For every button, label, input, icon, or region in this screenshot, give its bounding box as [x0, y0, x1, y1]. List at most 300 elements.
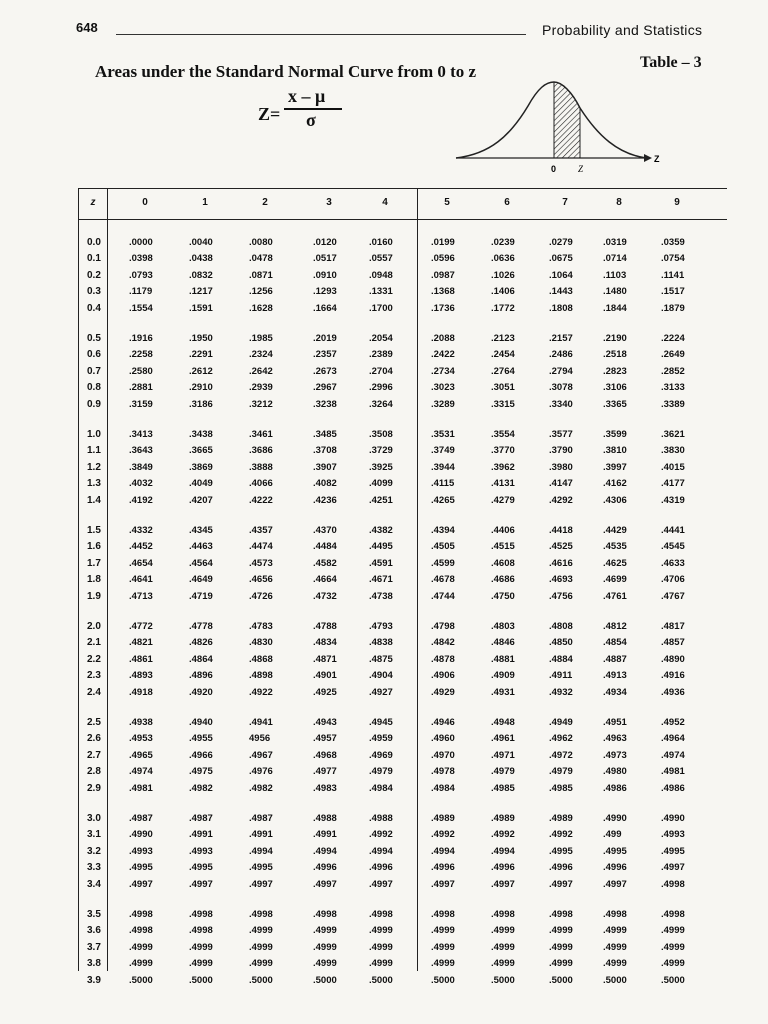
z-value: 1.5: [87, 525, 101, 536]
z-value: 3.7: [87, 941, 101, 953]
table-cell: .4997: [369, 878, 393, 890]
table-cell: .4177: [661, 478, 685, 490]
z-value: 2.6: [87, 733, 101, 745]
table-cell: .4319: [661, 494, 685, 506]
table-cell: .3461: [249, 429, 273, 440]
table-cell: .3643: [129, 445, 153, 457]
table-cell: .4990: [661, 813, 685, 824]
table-cell: .1368: [431, 286, 455, 298]
table-cell: .4842: [431, 637, 455, 649]
table-cell: .0832: [189, 269, 213, 281]
z-value: 2.4: [87, 686, 101, 698]
table-cell: .4846: [491, 637, 515, 649]
table-cell: .4955: [189, 733, 213, 745]
table-cell: .4706: [661, 574, 685, 586]
table-cell: .5000: [369, 974, 393, 986]
table-cell: .2486: [549, 349, 573, 361]
table-cell: .0199: [431, 237, 455, 248]
table-cell: .4993: [189, 845, 213, 857]
table-cell: .4525: [549, 541, 573, 553]
bell-curve: [456, 82, 646, 158]
table-cell: .4999: [249, 941, 273, 953]
table-cell: .0080: [249, 237, 273, 248]
z-value: 0.0: [87, 237, 101, 248]
table-cell: .4654: [129, 557, 153, 569]
table-cell: .4999: [491, 925, 515, 937]
z-value: 1.0: [87, 429, 101, 440]
table-cell: .4761: [603, 590, 627, 602]
table-cell: .4988: [369, 813, 393, 824]
table-heading: Areas under the Standard Normal Curve from 0 to z: [95, 62, 477, 81]
table-cell: .1628: [249, 302, 273, 314]
table-cell: .4817: [661, 621, 685, 632]
table-cell: .4989: [431, 813, 455, 824]
column-header: 6: [504, 197, 510, 208]
table-cell: .3599: [603, 429, 627, 440]
table-cell: .3289: [431, 398, 455, 410]
table-cell: .3770: [491, 445, 515, 457]
axis-label: Z: [654, 154, 660, 164]
table-cell: .4370: [313, 525, 337, 536]
table-label: Table – 3: [640, 54, 702, 71]
table-cell: .4959: [369, 733, 393, 745]
table-cell: .3238: [313, 398, 337, 410]
table-cell: .4484: [313, 541, 337, 553]
table-cell: .4925: [313, 686, 337, 698]
table-cell: .4693: [549, 574, 573, 586]
table-cell: .4987: [129, 813, 153, 824]
table-cell: .1064: [549, 269, 573, 281]
table-cell: .0714: [603, 253, 627, 265]
table-cell: .4995: [129, 862, 153, 874]
z-value: 3.0: [87, 813, 101, 824]
table-cell: .4985: [491, 782, 515, 794]
table-cell: .4999: [313, 941, 337, 953]
table-cell: .4974: [129, 766, 153, 778]
table-cell: .4996: [431, 862, 455, 874]
table-cell: .4975: [189, 766, 213, 778]
table-cell: .3438: [189, 429, 213, 440]
table-cell: .4969: [369, 749, 393, 761]
table-cell: .4545: [661, 541, 685, 553]
table-cell: .4881: [491, 653, 515, 665]
table-cell: .4997: [661, 862, 685, 874]
table-cell: .4664: [313, 574, 337, 586]
table-cell: .4986: [603, 782, 627, 794]
z-value: 0.4: [87, 302, 101, 314]
table-cell: .4909: [491, 670, 515, 682]
table-cell: .4998: [661, 878, 685, 890]
table-cell: .4162: [603, 478, 627, 490]
column-header: 2: [262, 197, 268, 208]
table-cell: .4222: [249, 494, 273, 506]
table-cell: .4940: [189, 717, 213, 728]
table-cell: .2389: [369, 349, 393, 361]
table-cell: .2324: [249, 349, 273, 361]
table-cell: .2852: [661, 365, 685, 377]
table-cell: .4983: [313, 782, 337, 794]
table-cell: .4997: [313, 878, 337, 890]
table-cell: .4686: [491, 574, 515, 586]
table-cell: .4015: [661, 461, 685, 473]
table-cell: .0557: [369, 253, 393, 265]
z-point-label: Z: [578, 164, 584, 174]
table-cell: .3888: [249, 461, 273, 473]
table-cell: .3051: [491, 382, 515, 394]
table-cell: .4798: [431, 621, 455, 632]
table-cell: .4999: [129, 958, 153, 970]
table-cell: .3186: [189, 398, 213, 410]
table-cell: .4192: [129, 494, 153, 506]
table-cell: .4838: [369, 637, 393, 649]
table-cell: .5000: [549, 974, 573, 986]
table-cell: .2734: [431, 365, 455, 377]
table-cell: .4999: [313, 958, 337, 970]
table-cell: .4778: [189, 621, 213, 632]
table-cell: .4997: [491, 878, 515, 890]
table-cell: .4980: [603, 766, 627, 778]
table-cell: .4998: [603, 909, 627, 920]
table-cell: .4756: [549, 590, 573, 602]
table-cell: .4864: [189, 653, 213, 665]
table-cell: .4788: [313, 621, 337, 632]
table-cell: .3365: [603, 398, 627, 410]
table-cell: .3962: [491, 461, 515, 473]
table-cell: .4936: [661, 686, 685, 698]
z-value: 1.7: [87, 557, 101, 569]
table-cell: .4999: [431, 941, 455, 953]
table-cell: .4927: [369, 686, 393, 698]
table-cell: .4633: [661, 557, 685, 569]
table-cell: .4750: [491, 590, 515, 602]
table-cell: .4834: [313, 637, 337, 649]
table-cell: .4998: [313, 909, 337, 920]
table-cell: .4394: [431, 525, 455, 536]
table-cell: .2673: [313, 365, 337, 377]
table-cell: .3849: [129, 461, 153, 473]
table-cell: .4973: [603, 749, 627, 761]
table-cell: .3159: [129, 398, 153, 410]
table-cell: .3315: [491, 398, 515, 410]
table-cell: .2291: [189, 349, 213, 361]
table-cell: .1517: [661, 286, 685, 298]
table-cell: .4984: [369, 782, 393, 794]
table-cell: .1591: [189, 302, 213, 314]
table-cell: .4948: [491, 717, 515, 728]
table-cell: .1985: [249, 333, 273, 344]
table-cell: .4982: [249, 782, 273, 794]
table-cell: .4884: [549, 653, 573, 665]
table-cell: .4945: [369, 717, 393, 728]
table-cell: .4868: [249, 653, 273, 665]
table-cell: .4993: [129, 845, 153, 857]
table-cell: .4963: [603, 733, 627, 745]
table-cell: .4332: [129, 525, 153, 536]
table-cell: .3264: [369, 398, 393, 410]
z-value: 3.2: [87, 845, 101, 857]
table-cell: .4744: [431, 590, 455, 602]
table-cell: .4994: [313, 845, 337, 857]
table-cell: .3925: [369, 461, 393, 473]
table-cell: .4999: [313, 925, 337, 937]
table-cell: .4990: [129, 829, 153, 841]
table-cell: .4147: [549, 478, 573, 490]
table-cell: .4957: [313, 733, 337, 745]
z-value: 3.1: [87, 829, 101, 841]
table-cell: .4463: [189, 541, 213, 553]
table-cell: .4861: [129, 653, 153, 665]
table-cell: .4738: [369, 590, 393, 602]
table-cell: .4949: [549, 717, 573, 728]
table-cell: .3790: [549, 445, 573, 457]
table-cell: .4976: [249, 766, 273, 778]
table-cell: .5000: [431, 974, 455, 986]
table-cell: .3413: [129, 429, 153, 440]
table-cell: .4049: [189, 478, 213, 490]
axis-arrow: [644, 154, 652, 162]
table-cell: .4906: [431, 670, 455, 682]
table-cell: .3665: [189, 445, 213, 457]
table-cell: .0040: [189, 237, 213, 248]
table-cell: .4964: [661, 733, 685, 745]
running-header: Probability and Statistics: [542, 22, 703, 38]
table-cell: .0319: [603, 237, 627, 248]
z-value: 1.2: [87, 461, 101, 473]
table-cell: .2580: [129, 365, 153, 377]
table-cell: .4793: [369, 621, 393, 632]
table-cell: .4890: [661, 653, 685, 665]
table-cell: .4999: [661, 925, 685, 937]
table-cell: .3980: [549, 461, 573, 473]
table-cell: .4564: [189, 557, 213, 569]
table-cell: .4989: [491, 813, 515, 824]
table-cell: .4999: [369, 925, 393, 937]
table-cell: .4719: [189, 590, 213, 602]
table-cell: .4951: [603, 717, 627, 728]
table-cell: .4495: [369, 541, 393, 553]
table-cell: .3686: [249, 445, 273, 457]
table-cell: .4999: [369, 941, 393, 953]
table-cell: .3869: [189, 461, 213, 473]
table-cell: .4978: [431, 766, 455, 778]
table-cell: .1554: [129, 302, 153, 314]
table-cell: .3485: [313, 429, 337, 440]
table-cell: .3212: [249, 398, 273, 410]
table-cell: .0478: [249, 253, 273, 265]
table-cell: .2054: [369, 333, 393, 344]
table-cell: .5000: [313, 974, 337, 986]
table-cell: .2649: [661, 349, 685, 361]
table-cell: .5000: [491, 974, 515, 986]
z-value: 2.0: [87, 621, 101, 632]
table-cell: .4699: [603, 574, 627, 586]
normal-area-table: [78, 188, 727, 986]
table-cell: .2967: [313, 382, 337, 394]
table-cell: .5000: [603, 974, 627, 986]
z-value: 1.9: [87, 590, 101, 602]
table-cell: .3078: [549, 382, 573, 394]
table-cell: .0359: [661, 237, 685, 248]
table-cell: .4591: [369, 557, 393, 569]
table-cell: .2454: [491, 349, 515, 361]
table-cell: .2939: [249, 382, 273, 394]
table-cell: .5000: [249, 974, 273, 986]
z-value: 0.2: [87, 269, 101, 281]
table-cell: .4999: [491, 941, 515, 953]
table-cell: .2642: [249, 365, 273, 377]
table-cell: .4783: [249, 621, 273, 632]
table-cell: .4966: [189, 749, 213, 761]
table-cell: .4967: [249, 749, 273, 761]
table-cell: .4996: [491, 862, 515, 874]
z-value: 2.1: [87, 637, 101, 649]
table-cell: .4878: [431, 653, 455, 665]
table-cell: .4994: [431, 845, 455, 857]
table-cell: .4972: [549, 749, 573, 761]
table-cell: .4992: [491, 829, 515, 841]
table-cell: .1664: [313, 302, 337, 314]
table-cell: .4911: [549, 670, 573, 682]
z-value: 1.3: [87, 478, 101, 490]
normal-curve-diagram: [450, 66, 670, 186]
table-cell: .4997: [189, 878, 213, 890]
table-cell: .4999: [369, 958, 393, 970]
table-cell: .2157: [549, 333, 573, 344]
table-cell: .4981: [129, 782, 153, 794]
table-cell: .2019: [313, 333, 337, 344]
table-cell: .4429: [603, 525, 627, 536]
table-cell: .4999: [189, 958, 213, 970]
table-cell: .4726: [249, 590, 273, 602]
table-cell: .2518: [603, 349, 627, 361]
table-cell: .4998: [189, 925, 213, 937]
table-cell: .4292: [549, 494, 573, 506]
table-cell: .4999: [661, 941, 685, 953]
table-cell: .4998: [661, 909, 685, 920]
table-cell: .1293: [313, 286, 337, 298]
table-cell: .4999: [603, 958, 627, 970]
table-cell: .0239: [491, 237, 515, 248]
table-cell: .4474: [249, 541, 273, 553]
table-cell: .4965: [129, 749, 153, 761]
table-cell: .1256: [249, 286, 273, 298]
table-cell: .4616: [549, 557, 573, 569]
table-cell: .4418: [549, 525, 573, 536]
table-cell: .4996: [313, 862, 337, 874]
table-cell: .4995: [249, 862, 273, 874]
table-cell: .1480: [603, 286, 627, 298]
table-cell: .4713: [129, 590, 153, 602]
table-cell: .4871: [313, 653, 337, 665]
formula-denominator: σ: [306, 110, 316, 130]
z-value: 2.7: [87, 749, 101, 761]
table-cell: .4999: [189, 941, 213, 953]
table-cell: .4922: [249, 686, 273, 698]
table-cell: .0636: [491, 253, 515, 265]
table-cell: .4992: [431, 829, 455, 841]
table-cell: .1772: [491, 302, 515, 314]
table-cell: .4974: [661, 749, 685, 761]
table-cell: .4982: [189, 782, 213, 794]
table-cell: .4998: [249, 909, 273, 920]
table-cell: .4918: [129, 686, 153, 698]
table-cell: .4991: [249, 829, 273, 841]
table-cell: .4678: [431, 574, 455, 586]
table-cell: .1736: [431, 302, 455, 314]
table-cell: .4920: [189, 686, 213, 698]
table-cell: .4131: [491, 478, 515, 490]
table-cell: .4573: [249, 557, 273, 569]
formula-numerator: x – μ: [288, 86, 326, 106]
table-cell: .4961: [491, 733, 515, 745]
table-cell: .3708: [313, 445, 337, 457]
z-value: 0.1: [87, 253, 101, 265]
table-cell: .4968: [313, 749, 337, 761]
column-header: 7: [562, 197, 568, 208]
table-cell: .0754: [661, 253, 685, 265]
z-value: 3.8: [87, 958, 101, 970]
table-cell: .4999: [129, 941, 153, 953]
table-cell: .5000: [189, 974, 213, 986]
table-cell: .3944: [431, 461, 455, 473]
table-cell: .1217: [189, 286, 213, 298]
table-cell: .4994: [491, 845, 515, 857]
table-cell: .4987: [249, 813, 273, 824]
table-cell: .1443: [549, 286, 573, 298]
table-cell: .3997: [603, 461, 627, 473]
table-cell: .4991: [189, 829, 213, 841]
table-cell: .4979: [549, 766, 573, 778]
table-cell: .4625: [603, 557, 627, 569]
table-cell: .3729: [369, 445, 393, 457]
table-cell: .1700: [369, 302, 393, 314]
table-cell: .5000: [661, 974, 685, 986]
table-cell: .3340: [549, 398, 573, 410]
table-cell: .0793: [129, 269, 153, 281]
table-cell: .4887: [603, 653, 627, 665]
table-cell: .3810: [603, 445, 627, 457]
table-cell: .1103: [603, 269, 627, 281]
column-header: 3: [326, 197, 332, 208]
table-cell: .4452: [129, 541, 153, 553]
column-header: 8: [616, 197, 622, 208]
table-cell: .4991: [313, 829, 337, 841]
z-value: 2.8: [87, 766, 101, 778]
column-header-z: z: [90, 197, 96, 208]
table-cell: .4357: [249, 525, 273, 536]
table-cell: .2794: [549, 365, 573, 377]
z-value: 0.9: [87, 398, 101, 410]
table-cell: .4265: [431, 494, 455, 506]
table-cell: .4997: [431, 878, 455, 890]
z-value: 3.5: [87, 909, 101, 920]
z-value: 1.8: [87, 574, 101, 586]
table-cell: .4999: [549, 958, 573, 970]
table-cell: .1406: [491, 286, 515, 298]
z-value: 0.7: [87, 365, 101, 377]
table-cell: .4943: [313, 717, 337, 728]
table-cell: .4671: [369, 574, 393, 586]
table-cell: .0398: [129, 253, 153, 265]
table-cell: .4995: [189, 862, 213, 874]
z-value: 0.6: [87, 349, 101, 361]
table-cell: .4279: [491, 494, 515, 506]
table-cell: .4808: [549, 621, 573, 632]
table-cell: .3830: [661, 445, 685, 457]
table-cell: .4997: [549, 878, 573, 890]
table-cell: .4803: [491, 621, 515, 632]
table-cell: .4032: [129, 478, 153, 490]
